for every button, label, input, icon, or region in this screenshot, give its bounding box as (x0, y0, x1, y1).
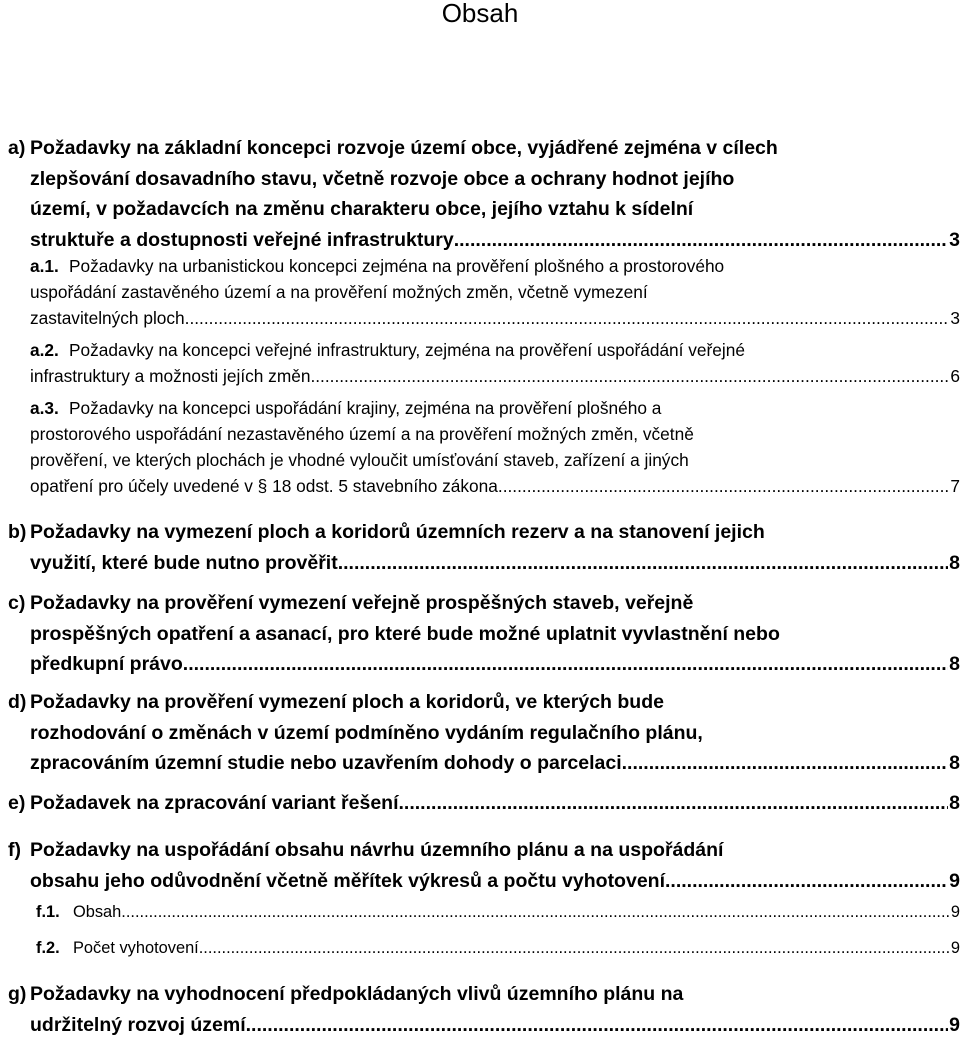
toc-entry-text-line: zastavitelných ploch (30, 308, 185, 328)
toc-entry-number: g) (8, 983, 27, 1005)
toc-entry-number: a) (8, 137, 26, 159)
toc-page-number: 3 (950, 308, 960, 328)
toc-entry-text-line: Požadavky na vymezení ploch a koridorů územních rezerv a na stanovení jejich (30, 521, 765, 543)
toc-page-number: 9 (949, 869, 960, 892)
toc-entry-text-line: Obsah (73, 903, 122, 921)
dot-leader (199, 939, 950, 958)
toc-entry-number: e) (8, 792, 26, 814)
toc-entry-last-line (30, 476, 960, 497)
toc-entry-text-line: zlepšování dosavadního stavu, včetně rozvoje obce a ochrany hodnot jejího (30, 167, 735, 190)
dot-leader (399, 792, 949, 815)
toc-entry-last-line (30, 1014, 960, 1037)
dot-leader (121, 903, 950, 922)
toc-entry-text-line: prověření, ve kterých plochách je vhodné vyloučit umísťování staveb, zařízení a jiných (30, 450, 689, 470)
toc-entry-last-line (30, 870, 960, 893)
toc-entry-text-line: Požadavky na koncepci veřejné infrastruktury, zejména na prověření uspořádání veřejné (69, 340, 745, 360)
toc-entry-number: a.3. (30, 398, 59, 418)
toc-entry-number: f.2. (36, 939, 60, 957)
toc-entry-text-line: struktuře a dostupnosti veřejné infrastruktury (30, 228, 454, 251)
dot-leader (338, 552, 948, 575)
toc-entry-text-line: Požadavky na uspořádání obsahu návrhu územního plánu a na uspořádání (30, 839, 724, 861)
toc-page-number: 9 (950, 939, 960, 957)
dot-leader (310, 366, 949, 387)
toc-entry-text-line: prostorového uspořádání nezastavěného území a na prověření možných změn, včetně (30, 424, 694, 444)
toc-entry-number: a.2. (30, 340, 59, 360)
toc-page-number: 9 (950, 903, 960, 921)
toc-entry-text-line: rozhodování o změnách v území podmíněno vydáním regulačního plánu, (30, 721, 703, 744)
toc-entry-last-line (30, 792, 960, 815)
toc-entry-text-line: předkupní právo (30, 653, 183, 675)
toc-entry-last-line (73, 903, 960, 922)
toc-entry-text-line: území, v požadavcích na změnu charakteru obce, jejího vztahu k sídelní (30, 198, 694, 220)
toc-entry-last-line (30, 366, 960, 387)
toc-entry-last-line (30, 229, 960, 252)
toc-entry-text-line: Požadavky na prověření vymezení ploch a koridorů, ve kterých bude (30, 691, 664, 713)
dot-leader (665, 870, 948, 893)
toc-page-number: 9 (949, 1013, 960, 1036)
toc-entry-text-line: Požadavky na základní koncepci rozvoje území obce, vyjádřené zejména v cílech (30, 137, 778, 159)
dot-leader (246, 1014, 949, 1037)
toc-entry-text-line: využití, které bude nutno prověřit (30, 551, 338, 574)
toc-entry-last-line (30, 653, 960, 676)
toc-page-number: 8 (949, 653, 960, 675)
page-title: Obsah (441, 0, 519, 28)
dot-leader (454, 229, 948, 252)
toc-entry-text-line: uspořádání zastavěného území a na prověření možných změn, včetně vymezení (30, 282, 648, 302)
toc-entry-number: c) (8, 592, 26, 614)
toc-page-number: 7 (950, 476, 960, 496)
dot-leader (622, 752, 949, 775)
toc-entry-text-line: Požadavky na prověření vymezení veřejně prospěšných staveb, veřejně (30, 592, 694, 614)
toc-entry-text-line: infrastruktury a možnosti jejích změn (30, 366, 311, 386)
dot-leader (183, 653, 948, 676)
toc-entry-text-line: Požadavky na koncepci uspořádání krajiny, zejména na prověření plošného a (69, 398, 662, 418)
toc-page-number: 8 (949, 792, 960, 814)
toc-page-number: 8 (949, 752, 960, 774)
toc-entry-text-line: obsahu jeho odůvodnění včetně měřítek výkresů a počtu vyhotovení (30, 869, 665, 892)
toc-entry-number: a.1. (30, 256, 59, 276)
toc-entry-text-line: prospěšných opatření a asanací, pro které bude možné uplatnit vyvlastnění nebo (30, 622, 780, 645)
toc-page-number: 6 (950, 366, 960, 386)
toc-page-number: 8 (949, 551, 960, 574)
toc-entry-number: f) (8, 839, 21, 861)
toc-entry-text-line: Požadavky na urbanistickou koncepci zejména na prověření plošného a prostorového (69, 256, 725, 276)
toc-entry-number: f.1. (36, 903, 60, 921)
toc-entry-text-line: Počet vyhotovení (73, 939, 199, 957)
toc-entry-last-line (30, 552, 960, 575)
toc-entry-last-line (73, 939, 960, 958)
toc-entry-text-line: udržitelný rozvoj území (30, 1013, 246, 1036)
toc-entry-last-line (30, 308, 960, 329)
toc-entry-number: b) (8, 521, 27, 543)
toc-entry-text-line: Požadavky na vyhodnocení předpokládaných vlivů územního plánu na (30, 983, 684, 1005)
dot-leader (498, 476, 949, 497)
toc-page-number: 3 (949, 228, 960, 251)
toc-entry-text-line: Požadavek na zpracování variant řešení (30, 792, 399, 814)
toc-entry-number: d) (8, 691, 27, 713)
toc-entry-last-line (30, 752, 960, 775)
dot-leader (185, 308, 950, 329)
toc-entry-text-line: zpracováním územní studie nebo uzavřením dohody o parcelaci (30, 752, 622, 774)
toc-entry-text-line: opatření pro účely uvedené v § 18 odst. 5 stavebního zákona (30, 476, 498, 496)
